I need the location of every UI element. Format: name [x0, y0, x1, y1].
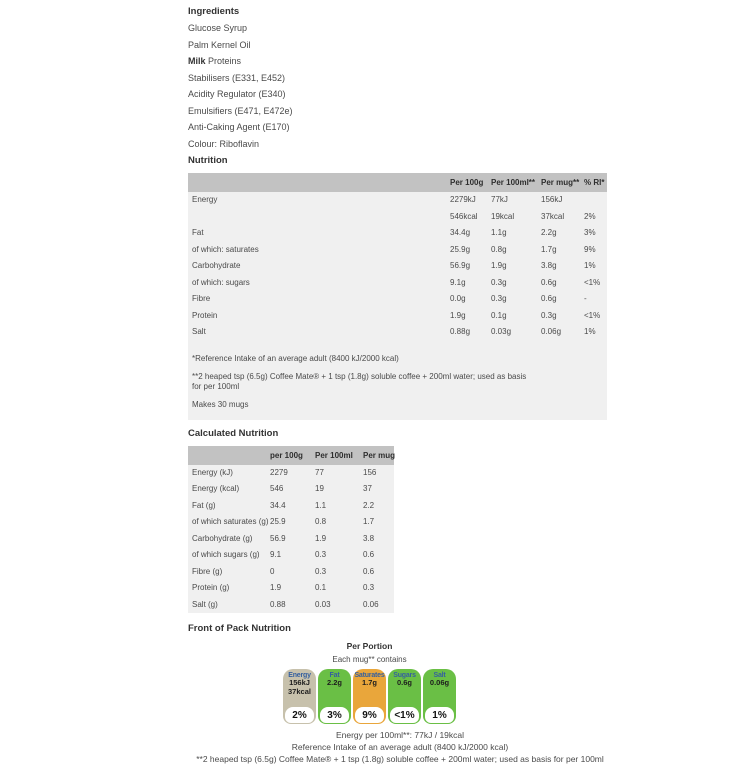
- table-cell: 9.1: [266, 547, 311, 564]
- table-cell: 3.8g: [537, 258, 580, 275]
- table-row: [188, 258, 607, 275]
- table-cell: Fibre (g): [188, 564, 266, 581]
- table-row: [188, 498, 394, 515]
- table-cell: Protein (g): [188, 580, 266, 597]
- nutrition-footnotes: [192, 354, 601, 410]
- badge-value: 37kcal: [288, 686, 311, 696]
- ingredient-item: Emulsifiers (E471, E472e): [188, 105, 293, 116]
- table-cell: of which saturates (g): [188, 514, 266, 531]
- table-cell: 0.88g: [446, 324, 487, 341]
- traffic-light-badge: [283, 669, 316, 724]
- table-cell: 2279kJ: [446, 192, 487, 209]
- table-cell: 0.3g: [537, 308, 580, 325]
- table-row: [188, 308, 607, 325]
- table-cell: Fat (g): [188, 498, 266, 515]
- table-row: [188, 225, 607, 242]
- calculated-nutrition-table: [188, 446, 394, 614]
- badge-label: Energy: [288, 672, 311, 679]
- badge-label: Fat: [329, 672, 340, 679]
- table-cell: -: [580, 291, 607, 308]
- table-cell: Energy (kJ): [188, 465, 266, 482]
- table-cell: 1.7: [359, 514, 394, 531]
- table-cell: 2.2g: [537, 225, 580, 242]
- table-cell: 0.88: [266, 597, 311, 614]
- table-cell: 3.8: [359, 531, 394, 548]
- table-cell: 0.8: [311, 514, 359, 531]
- table-cell: [188, 209, 446, 226]
- nutrition-table-body: [188, 192, 607, 341]
- column-header: [188, 173, 446, 192]
- table-cell: Carbohydrate: [188, 258, 446, 275]
- table-cell: 0.3: [359, 580, 394, 597]
- calculated-table-body: [188, 465, 394, 614]
- table-cell: 0: [266, 564, 311, 581]
- table-cell: 1.7g: [537, 242, 580, 259]
- table-cell: Fibre: [188, 291, 446, 308]
- table-row: [188, 192, 607, 209]
- table-cell: 0.1g: [487, 308, 537, 325]
- badge-percent-pill: 1%: [425, 707, 454, 723]
- front-of-pack-block: [283, 641, 456, 724]
- table-cell: Fat: [188, 225, 446, 242]
- table-cell: 34.4g: [446, 225, 487, 242]
- column-header: Per 100g: [446, 173, 487, 192]
- nutrition-header-row: [188, 173, 607, 192]
- table-cell: 19: [311, 481, 359, 498]
- table-cell: 1.9: [266, 580, 311, 597]
- table-footnote: *Reference Intake of an average adult (8400 kJ/2000 kcal): [192, 353, 399, 363]
- table-row: [188, 481, 394, 498]
- badge-value: 156kJ: [289, 678, 310, 687]
- table-cell: 25.9g: [446, 242, 487, 259]
- per-portion-subtitle: Each mug** contains: [332, 655, 407, 664]
- table-row: [188, 275, 607, 292]
- badge-label: Salt: [433, 672, 446, 679]
- badge-percent-pill: 9%: [355, 707, 384, 723]
- badge-value: 1.7g: [361, 678, 377, 687]
- traffic-light-badge: [388, 669, 421, 724]
- table-cell: 1%: [580, 324, 607, 341]
- traffic-light-badge-row: [283, 669, 456, 724]
- table-cell: <1%: [580, 275, 607, 292]
- nutrition-title: Nutrition: [188, 155, 228, 166]
- table-row: [188, 597, 394, 614]
- traffic-light-badge: [423, 669, 456, 724]
- table-cell: of which: saturates: [188, 242, 446, 259]
- front-of-pack-footnote: **2 heaped tsp (6.5g) Coffee Mate® + 1 tsp (1.8g) soluble coffee + 200ml water; used as basis for per 100ml: [196, 754, 604, 764]
- table-cell: 25.9: [266, 514, 311, 531]
- table-cell: 156kJ: [537, 192, 580, 209]
- badge-label: Sugars: [393, 672, 416, 679]
- column-header: per 100g: [266, 446, 311, 465]
- table-cell: Carbohydrate (g): [188, 531, 266, 548]
- table-cell: 0.06: [359, 597, 394, 614]
- table-cell: 0.6g: [537, 291, 580, 308]
- ingredients-title: Ingredients: [188, 6, 240, 17]
- ingredient-item: Milk Proteins: [188, 56, 242, 66]
- table-cell: 0.3g: [487, 291, 537, 308]
- table-cell: 1.9g: [487, 258, 537, 275]
- table-cell: 1.9: [311, 531, 359, 548]
- table-cell: of which: sugars: [188, 275, 446, 292]
- table-cell: 2%: [580, 209, 607, 226]
- badge-label: Saturates: [354, 672, 385, 679]
- ingredient-item: Palm Kernel Oil: [188, 39, 251, 50]
- ingredient-item: Anti-Caking Agent (E170): [188, 122, 290, 132]
- ingredient-item: Acidity Regulator (E340): [188, 89, 286, 99]
- table-cell: Energy: [188, 192, 446, 209]
- column-header: Per mug: [359, 446, 394, 465]
- product-nutrition-panel: [188, 0, 612, 764]
- badge-value: 0.6g: [396, 678, 412, 687]
- table-cell: 37: [359, 481, 394, 498]
- table-row: [188, 531, 394, 548]
- table-cell: 0.1: [311, 580, 359, 597]
- badge-value: 0.06g: [429, 678, 450, 687]
- ingredients-list: [188, 24, 612, 149]
- table-cell: 9%: [580, 242, 607, 259]
- front-of-pack-footnote: Energy per 100ml**: 77kJ / 19kcal: [335, 730, 465, 740]
- nutrition-footnote-row: [188, 341, 607, 420]
- nutrition-footnote-cell: [188, 341, 607, 420]
- table-cell: 0.3: [311, 564, 359, 581]
- table-cell: 19kcal: [487, 209, 537, 226]
- badge-percent-pill: 3%: [320, 707, 349, 723]
- table-cell: 0.03g: [487, 324, 537, 341]
- table-cell: [580, 192, 607, 209]
- table-cell: 56.9g: [446, 258, 487, 275]
- column-header: Per mug**: [537, 173, 580, 192]
- ingredient-item: Colour: Riboflavin: [188, 138, 260, 149]
- table-cell: 1.1: [311, 498, 359, 515]
- table-cell: of which sugars (g): [188, 547, 266, 564]
- table-row: [188, 242, 607, 259]
- badge-value: 2.2g: [326, 678, 342, 687]
- table-cell: 9.1g: [446, 275, 487, 292]
- column-header: Per 100ml**: [487, 173, 537, 192]
- table-row: [188, 564, 394, 581]
- table-cell: 2.2: [359, 498, 394, 515]
- table-cell: 546: [266, 481, 311, 498]
- table-cell: 0.06g: [537, 324, 580, 341]
- table-footnote: Makes 30 mugs: [192, 400, 249, 409]
- ingredient-item: Glucose Syrup: [188, 23, 248, 33]
- table-cell: 77: [311, 465, 359, 482]
- table-cell: 0.6: [359, 564, 394, 581]
- column-header: [188, 446, 266, 465]
- table-row: [188, 580, 394, 597]
- nutrition-table: [188, 173, 607, 420]
- table-cell: 1.9g: [446, 308, 487, 325]
- table-cell: Salt (g): [188, 597, 266, 614]
- table-cell: Energy (kcal): [188, 481, 266, 498]
- table-cell: 156: [359, 465, 394, 482]
- traffic-light-badge: [353, 669, 386, 724]
- front-of-pack-footnote: Reference Intake of an average adult (8400 kJ/2000 kcal): [291, 742, 509, 752]
- badge-percent-pill: <1%: [390, 707, 419, 723]
- table-cell: 0.6: [359, 547, 394, 564]
- table-cell: 2279: [266, 465, 311, 482]
- table-cell: 77kJ: [487, 192, 537, 209]
- column-header: Per 100ml: [311, 446, 359, 465]
- table-cell: Protein: [188, 308, 446, 325]
- table-cell: 34.4: [266, 498, 311, 515]
- table-row: [188, 547, 394, 564]
- front-of-pack-footnotes: [188, 731, 612, 764]
- ingredient-item: Stabilisers (E331, E452): [188, 72, 286, 83]
- badge-percent-pill: 2%: [285, 707, 314, 723]
- table-row: [188, 209, 607, 226]
- table-row: [188, 324, 607, 341]
- table-cell: 37kcal: [537, 209, 580, 226]
- table-cell: 0.0g: [446, 291, 487, 308]
- table-cell: 546kcal: [446, 209, 487, 226]
- table-row: [188, 514, 394, 531]
- table-cell: 0.03: [311, 597, 359, 614]
- per-portion-title: Per Portion: [346, 641, 393, 651]
- front-of-pack-title: Front of Pack Nutrition: [188, 623, 291, 634]
- column-header: % RI*: [580, 173, 607, 192]
- table-cell: <1%: [580, 308, 607, 325]
- table-cell: Salt: [188, 324, 446, 341]
- table-row: [188, 465, 394, 482]
- table-cell: 0.3g: [487, 275, 537, 292]
- table-cell: 1.1g: [487, 225, 537, 242]
- table-cell: 3%: [580, 225, 607, 242]
- table-cell: 0.3: [311, 547, 359, 564]
- table-row: [188, 291, 607, 308]
- table-cell: 0.6g: [537, 275, 580, 292]
- ingredient-allergen: Milk: [188, 56, 206, 66]
- table-cell: 0.8g: [487, 242, 537, 259]
- table-cell: 1%: [580, 258, 607, 275]
- calculated-header-row: [188, 446, 394, 465]
- table-cell: 56.9: [266, 531, 311, 548]
- table-footnote: **2 heaped tsp (6.5g) Coffee Mate® + 1 tsp (1.8g) soluble coffee + 200ml water; used as basis for per 100ml: [192, 372, 527, 391]
- calculated-nutrition-title: Calculated Nutrition: [188, 427, 279, 439]
- traffic-light-badge: [318, 669, 351, 724]
